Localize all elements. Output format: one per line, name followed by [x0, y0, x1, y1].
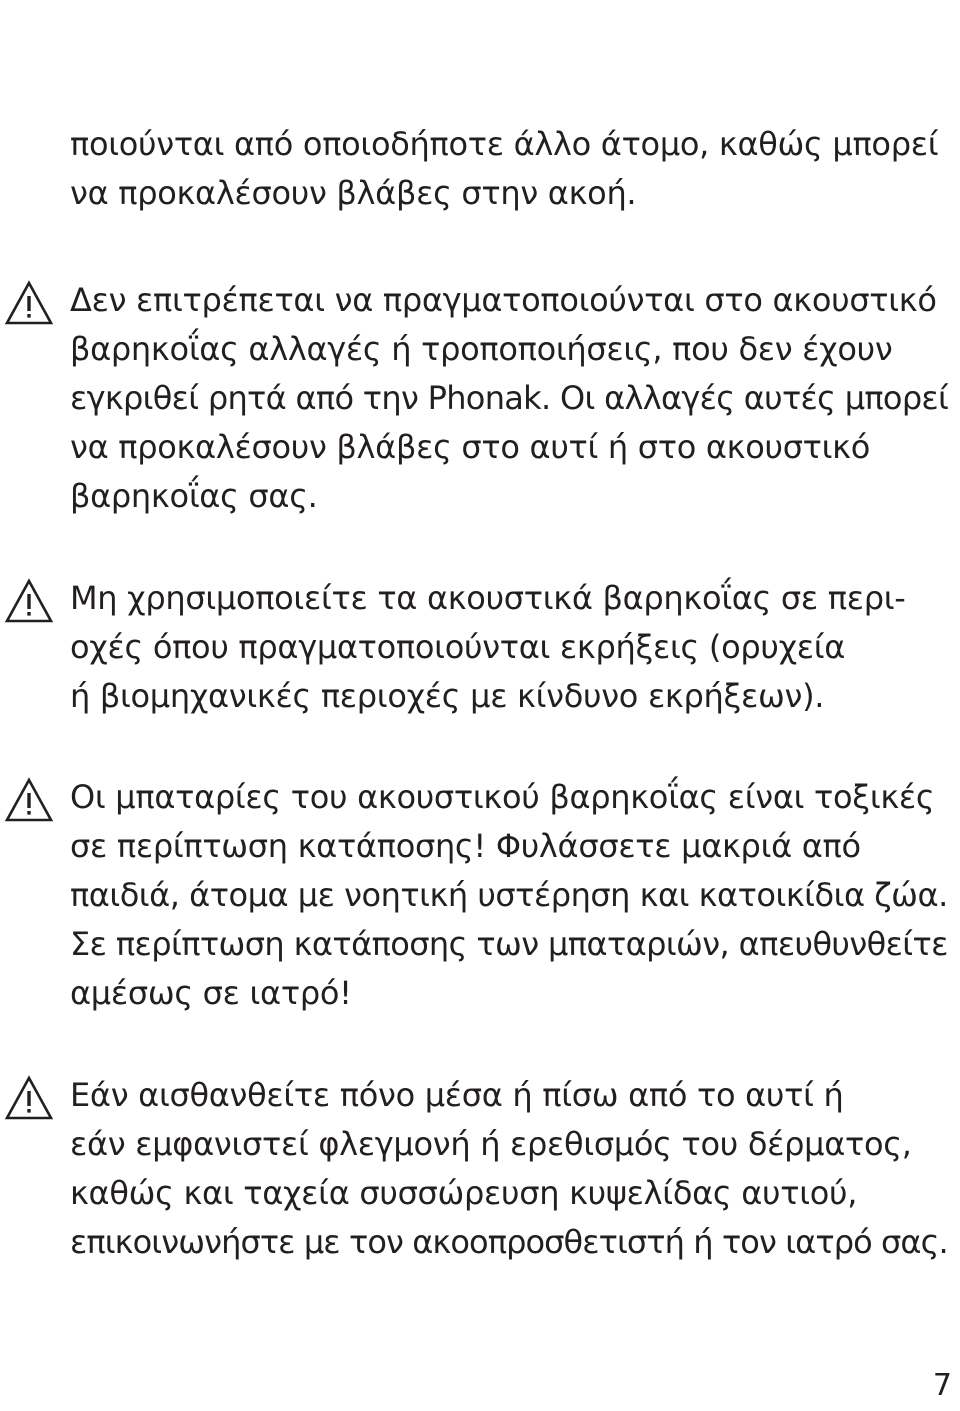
warning-1-line: βαρηκοΐας αλλαγές ή τροποποιήσεις, που δεν έχουν [70, 330, 893, 368]
intro-line: να προκαλέσουν βλάβες στην ακοή. [70, 174, 637, 212]
warning-triangle-icon [4, 280, 54, 326]
warning-triangle-icon [4, 578, 54, 624]
warning-4-line: επικοινωνήστε με τον ακοοπροσθετιστή ή τον ιατρό σας. [70, 1223, 948, 1261]
warning-2-line: Μη χρησιμοποιείτε τα ακουστικά βαρηκοΐας σε περι- [70, 579, 906, 617]
warning-4-line: εάν εμφανιστεί φλεγμονή ή ερεθισμός του δέρματος, [70, 1125, 912, 1163]
page-number: 7 [932, 1368, 952, 1403]
warning-2-line: ή βιομηχανικές περιοχές με κίνδυνο εκρήξεων). [70, 677, 825, 715]
warning-4-line: Εάν αισθανθείτε πόνο μέσα ή πίσω από το αυτί ή [70, 1076, 844, 1114]
warning-3-line: Οι μπαταρίες του ακουστικού βαρηκοΐας είναι τοξικές [70, 778, 935, 816]
warning-1-line: βαρηκοΐας σας. [70, 477, 318, 515]
warning-triangle-icon [4, 1075, 54, 1121]
warning-4-line: καθώς και ταχεία συσσώρευση κυψελίδας αυτιού, [70, 1174, 858, 1212]
warning-1-line: εγκριθεί ρητά από την Phonak. Οι αλλαγές αυτές μπορεί [70, 379, 949, 417]
warning-3-line: Σε περίπτωση κατάποσης των μπαταριών, απευθυνθείτε [70, 925, 948, 963]
warning-triangle-icon [4, 777, 54, 823]
warning-1-line: Δεν επιτρέπεται να πραγματοποιούνται στο ακουστικό [70, 281, 937, 319]
warning-3-line: αμέσως σε ιατρό! [70, 974, 352, 1012]
intro-line: ποιούνται από οποιοδήποτε άλλο άτομο, καθώς μπορεί [70, 125, 939, 163]
warning-2-line: οχές όπου πραγματοποιούνται εκρήξεις (ορυχεία [70, 628, 846, 666]
warning-3-line: σε περίπτωση κατάποσης! Φυλάσσετε μακριά από [70, 827, 861, 865]
warning-3-line: παιδιά, άτομα με νοητική υστέρηση και κατοικίδια ζώα. [70, 876, 948, 914]
warning-1-line: να προκαλέσουν βλάβες στο αυτί ή στο ακουστικό [70, 428, 871, 466]
